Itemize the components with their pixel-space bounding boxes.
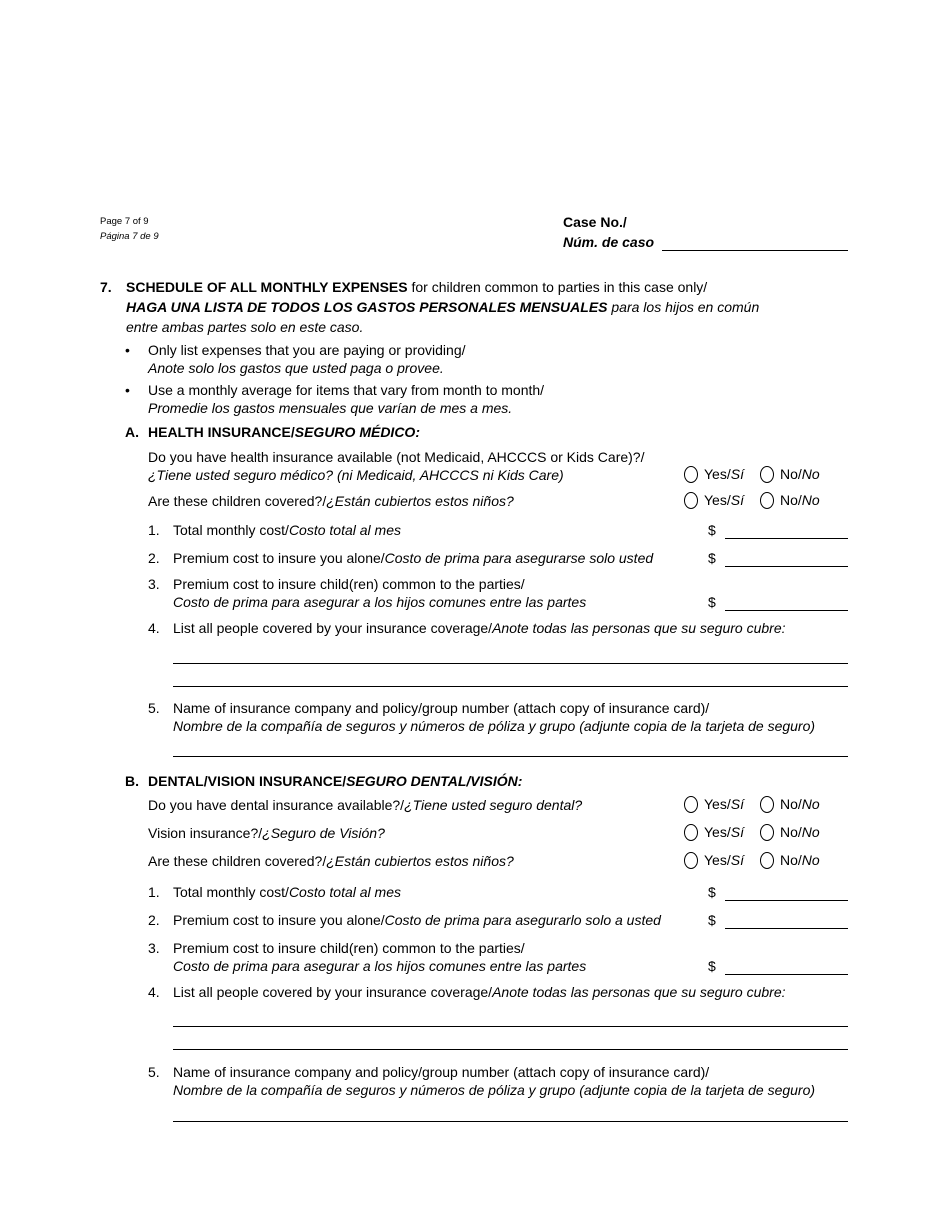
radio-label-no [780, 465, 820, 483]
page-number-en: Page 7 of 9 [100, 216, 149, 227]
item-label-es: Costo de prima para asegurar a los hijos comunes entre las partes [173, 958, 587, 974]
item-label-es: Costo de prima para asegurar a los hijos comunes entre las partes [173, 594, 587, 610]
no-label-es: No [801, 492, 820, 508]
question-dental-insurance-available [148, 795, 848, 814]
dollar-sign: $ [708, 594, 716, 610]
amount-field [708, 883, 848, 901]
item-label-es: Nombre de la compañía de seguros y números de póliza y grupo (adjunte copia de la tarjeta de seguro) [173, 1082, 816, 1098]
section-7-number: 7. [100, 279, 112, 295]
section-a-title [148, 423, 420, 441]
section-b-title-en: DENTAL/VISION INSURANCE/ [148, 773, 347, 789]
yes-label-en: Yes/ [704, 824, 731, 840]
amount-input-line[interactable] [725, 913, 848, 929]
amount-field [708, 593, 848, 611]
no-radio-icon[interactable] [760, 852, 774, 869]
radio-group [684, 465, 848, 484]
item-total-monthly-cost [148, 883, 848, 901]
radio-label-no [780, 795, 820, 813]
page-number-es: Página 7 de 9 [100, 231, 159, 242]
section-b-title-es: SEGURO DENTAL/VISIÓN: [346, 773, 523, 789]
item-premium-children [148, 575, 848, 611]
item-number: 5. [148, 1064, 160, 1080]
radio-label-yes [704, 465, 744, 483]
radio-option-yes[interactable] [684, 823, 744, 841]
section-b-title [148, 772, 522, 790]
amount-input-line[interactable] [725, 959, 848, 975]
question-label-es: ¿Tiene usted seguro dental? [404, 797, 583, 813]
question-label-en: Are these children covered?/ [148, 853, 327, 869]
item-number: 4. [148, 620, 160, 636]
item-label [173, 983, 848, 1001]
yes-label-en: Yes/ [704, 852, 731, 868]
item-label-es: Costo total al mes [288, 522, 401, 538]
item-premium-self [148, 549, 848, 567]
item-label-en: Premium cost to insure child(ren) common to the parties/ [173, 576, 525, 592]
radio-option-yes[interactable] [684, 465, 744, 483]
section-b-letter: B. [125, 773, 139, 789]
dollar-sign: $ [708, 912, 716, 928]
radio-label-no [780, 823, 820, 841]
item-number: 2. [148, 550, 160, 566]
section-7-title-es-line2: entre ambas partes solo en este caso. [126, 319, 364, 335]
no-label-en: No/ [779, 824, 802, 840]
bullet-text [148, 341, 848, 377]
question-children-covered [148, 491, 848, 510]
item-label [173, 575, 708, 611]
no-radio-icon[interactable] [760, 466, 774, 483]
question-label-en: Do you have health insurance available (not Medicaid, AHCCCS or Kids Care)?/ [148, 449, 645, 465]
item-premium-self [148, 911, 848, 929]
section-a-body [148, 448, 848, 757]
amount-field [708, 549, 848, 567]
item-people-covered [148, 983, 848, 1001]
no-label-en: No/ [779, 852, 802, 868]
item-label-es: Anote todas las personas que su seguro cubre: [492, 620, 786, 636]
radio-label-yes [704, 851, 744, 869]
section-dental-vision-insurance [125, 772, 848, 1122]
item-label-es: Costo de prima para asegurarlo solo a usted [384, 912, 661, 928]
amount-field [708, 957, 848, 975]
amount-input-line[interactable] [725, 595, 848, 611]
radio-group [684, 795, 848, 814]
item-number: 1. [148, 884, 160, 900]
yes-label-en: Yes/ [704, 796, 731, 812]
item-label [173, 521, 708, 539]
item-label-en: List all people covered by your insurance coverage/ [173, 620, 493, 636]
yes-radio-icon[interactable] [684, 796, 698, 813]
question-label [148, 824, 684, 842]
bullet-item [125, 381, 848, 417]
section-a-title-en: HEALTH INSURANCE/ [148, 424, 295, 440]
yes-label-es: Sí [730, 492, 744, 508]
form-content [100, 214, 848, 1122]
section-a-heading [125, 423, 848, 441]
people-covered-line-1[interactable] [173, 641, 848, 664]
question-label-es: ¿Seguro de Visión? [262, 825, 385, 841]
page-number [100, 214, 159, 244]
bullet-icon: • [125, 382, 130, 398]
bullet-icon: • [125, 342, 130, 358]
bullet-item [125, 341, 848, 377]
item-label-en: Premium cost to insure you alone/ [173, 912, 385, 928]
question-label [148, 448, 684, 484]
section-7-title-es-rest: para los hijos en común [607, 299, 760, 315]
yes-label-es: Sí [730, 852, 744, 868]
dollar-sign: $ [708, 522, 716, 538]
case-no-row [563, 234, 848, 251]
radio-label-yes [704, 795, 744, 813]
yes-label-es: Sí [730, 466, 744, 482]
radio-label-no [780, 491, 820, 509]
item-label [173, 549, 708, 567]
item-number: 3. [148, 940, 160, 956]
question-label [148, 796, 684, 814]
no-label-es: No [801, 466, 820, 482]
item-label [173, 883, 708, 901]
bullet-text-es: Promedie los gastos mensuales que varían de mes a mes. [148, 400, 513, 416]
radio-group [684, 491, 848, 510]
item-number: 2. [148, 912, 160, 928]
no-label-en: No/ [779, 796, 802, 812]
section-7-title-en-bold: SCHEDULE OF ALL MONTHLY EXPENSES [126, 279, 408, 295]
question-vision-insurance [148, 823, 848, 842]
question-label-en: Vision insurance?/ [148, 825, 263, 841]
yes-label-es: Sí [730, 796, 744, 812]
item-label-es: Costo total al mes [288, 884, 401, 900]
question-label-es: ¿Están cubiertos estos niños? [326, 853, 514, 869]
bullet-text-en: Only list expenses that you are paying or providing/ [148, 342, 466, 358]
radio-option-no[interactable] [760, 851, 820, 869]
amount-input-line[interactable] [725, 523, 848, 539]
yes-radio-icon[interactable] [684, 492, 698, 509]
item-premium-children [148, 939, 848, 975]
people-covered-line-1[interactable] [173, 1004, 848, 1027]
no-label-es: No [801, 824, 820, 840]
item-number: 5. [148, 700, 160, 716]
no-radio-icon[interactable] [760, 796, 774, 813]
case-no-label-en: Case No./ [563, 214, 627, 230]
radio-label-yes [704, 823, 744, 841]
yes-radio-icon[interactable] [684, 824, 698, 841]
radio-label-no [780, 851, 820, 869]
item-label [173, 699, 848, 735]
radio-group [684, 851, 848, 870]
question-label [148, 852, 684, 870]
section-7-title-es-bold: HAGA UNA LISTA DE TODOS LOS GASTOS PERSONALES MENSUALES [126, 299, 608, 315]
radio-option-no[interactable] [760, 823, 820, 841]
yes-radio-icon[interactable] [684, 466, 698, 483]
instruction-bullets [125, 341, 848, 417]
question-label-en: Are these children covered?/ [148, 493, 327, 509]
no-label-en: No/ [779, 492, 802, 508]
amount-field [708, 911, 848, 929]
item-label-en: Premium cost to insure child(ren) common to the parties/ [173, 940, 525, 956]
item-insurance-company [148, 699, 848, 735]
radio-group [684, 823, 848, 842]
amount-field [708, 521, 848, 539]
item-label-en: Premium cost to insure you alone/ [173, 550, 385, 566]
people-covered-line-2[interactable] [173, 1027, 848, 1050]
insurance-company-line[interactable] [173, 735, 848, 757]
no-radio-icon[interactable] [760, 492, 774, 509]
item-label-en: Total monthly cost/ [173, 522, 289, 538]
no-label-es: No [801, 852, 820, 868]
dollar-sign: $ [708, 958, 716, 974]
yes-label-es: Sí [730, 824, 744, 840]
section-health-insurance [125, 423, 848, 757]
no-radio-icon[interactable] [760, 824, 774, 841]
radio-option-no[interactable] [760, 491, 820, 509]
insurance-company-line[interactable] [173, 1099, 848, 1122]
item-people-covered [148, 619, 848, 637]
dollar-sign: $ [708, 884, 716, 900]
no-label-en: No/ [779, 466, 802, 482]
radio-option-yes[interactable] [684, 795, 744, 813]
radio-option-yes[interactable] [684, 851, 744, 869]
question-children-covered-dental [148, 851, 848, 870]
case-no-input-line[interactable] [662, 236, 848, 251]
section-a-letter: A. [125, 424, 139, 440]
amount-input-line[interactable] [725, 551, 848, 567]
section-b-heading [125, 772, 848, 790]
people-covered-line-2[interactable] [173, 664, 848, 687]
item-number: 4. [148, 984, 160, 1000]
question-label-es: ¿Tiene usted seguro médico? (ni Medicaid, AHCCCS ni Kids Care) [148, 467, 564, 483]
item-label-en: Name of insurance company and policy/group number (attach copy of insurance card)/ [173, 1064, 710, 1080]
question-label [148, 492, 684, 510]
question-label-es: ¿Están cubiertos estos niños? [326, 493, 514, 509]
item-number: 1. [148, 522, 160, 538]
case-no-label-es: Núm. de caso [563, 234, 655, 250]
item-label-es: Anote todas las personas que su seguro cubre: [492, 984, 786, 1000]
radio-option-yes[interactable] [684, 491, 744, 509]
bullet-text-es: Anote solo los gastos que usted paga o provee. [148, 360, 444, 376]
yes-radio-icon[interactable] [684, 852, 698, 869]
radio-label-yes [704, 491, 744, 509]
no-label-es: No [801, 796, 820, 812]
section-7-title-en-rest: for children common to parties in this case only/ [407, 279, 708, 295]
item-label-es: Costo de prima para asegurarse solo usted [384, 550, 654, 566]
item-insurance-company [148, 1063, 848, 1099]
radio-option-no[interactable] [760, 465, 820, 483]
question-label-en: Do you have dental insurance available?/ [148, 797, 405, 813]
bullet-text-en: Use a monthly average for items that vary from month to month/ [148, 382, 545, 398]
amount-input-line[interactable] [725, 885, 848, 901]
item-label-en: List all people covered by your insurance coverage/ [173, 984, 493, 1000]
item-label [173, 911, 708, 929]
doc-header [100, 214, 848, 251]
case-number-block [563, 214, 848, 251]
item-total-monthly-cost [148, 521, 848, 539]
yes-label-en: Yes/ [704, 466, 731, 482]
item-number: 3. [148, 576, 160, 592]
yes-label-en: Yes/ [704, 492, 731, 508]
section-b-body [148, 795, 848, 1122]
radio-option-no[interactable] [760, 795, 820, 813]
bullet-text [148, 381, 848, 417]
item-label-es: Nombre de la compañía de seguros y números de póliza y grupo (adjunte copia de la tarjeta de seguro) [173, 718, 816, 734]
question-health-insurance-available [148, 448, 848, 484]
item-label [173, 939, 708, 975]
section-7-heading [100, 277, 848, 337]
item-label [173, 619, 848, 637]
item-label-en: Name of insurance company and policy/group number (attach copy of insurance card)/ [173, 700, 710, 716]
section-a-title-es: SEGURO MÉDICO: [294, 424, 420, 440]
item-label-en: Total monthly cost/ [173, 884, 289, 900]
dollar-sign: $ [708, 550, 716, 566]
section-7-title [126, 277, 848, 337]
item-label [173, 1063, 848, 1099]
